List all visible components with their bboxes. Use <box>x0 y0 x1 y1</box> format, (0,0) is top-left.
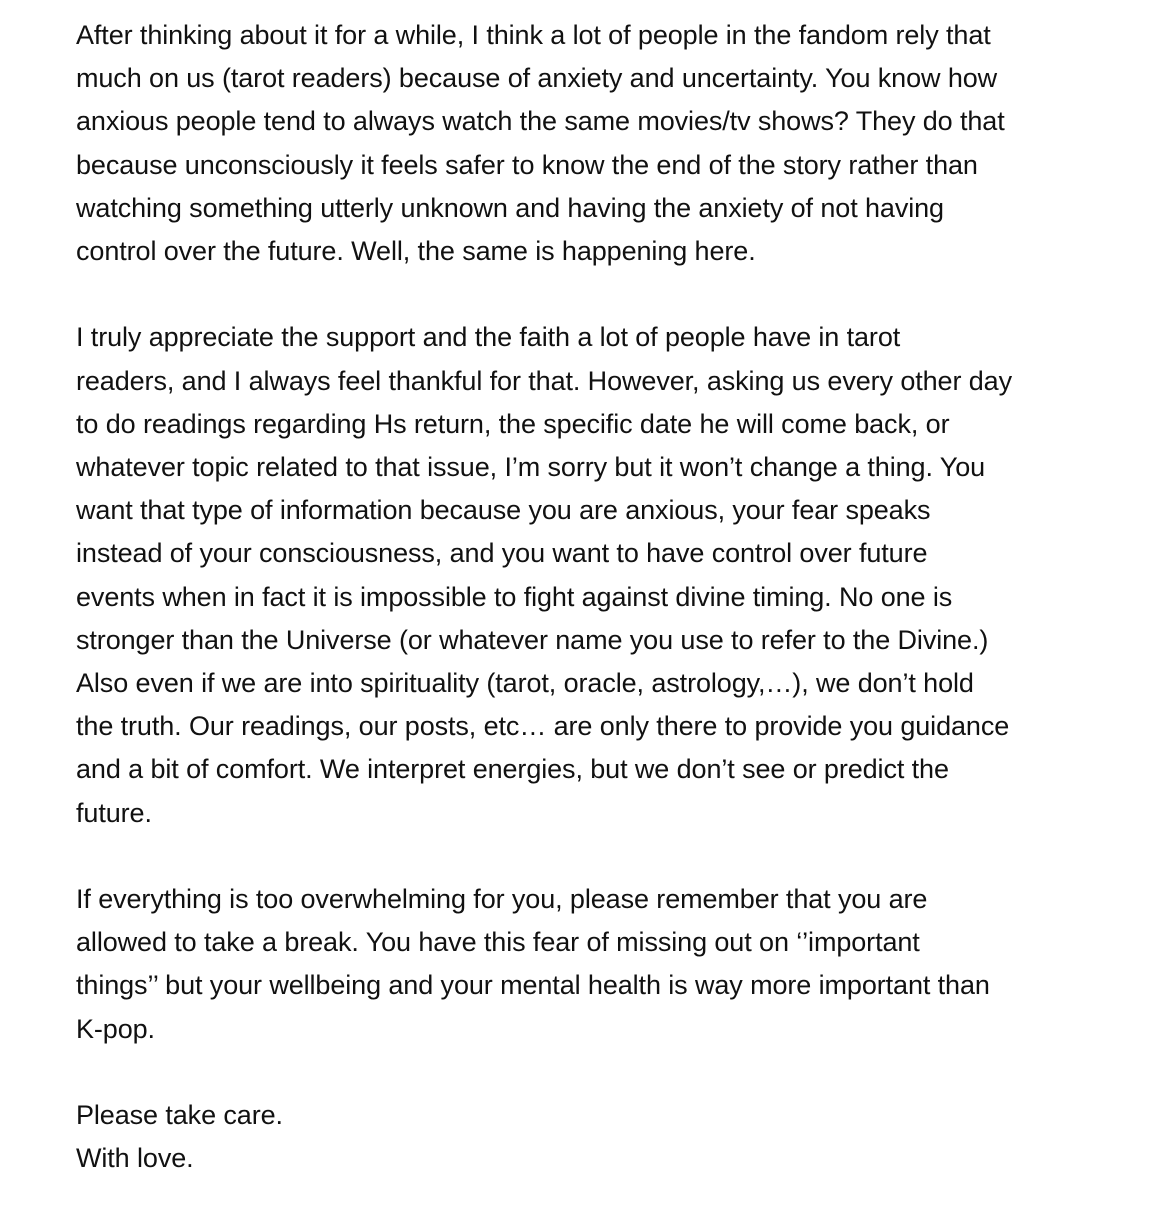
text-line: events when in fact it is impossible to fight against divine timing. No one is <box>76 581 953 612</box>
paragraph-1 <box>76 14 1106 273</box>
text-line: After thinking about it for a while, I think a lot of people in the fandom rely that <box>76 20 991 50</box>
text-line: much on us (tarot readers) because of anxiety and uncertainty. You know how <box>76 63 998 94</box>
text-line: If everything is too overwhelming for you, please remember that you are <box>76 884 928 915</box>
text-line: readers, and I always feel thankful for that. However, asking us every other day <box>76 365 1012 396</box>
text-line: K-pop. <box>76 1013 155 1044</box>
closing-line: Please take care. <box>76 1100 283 1131</box>
note-body <box>76 14 1106 1224</box>
text-line: the truth. Our readings, our posts, etc… are only there to provide you guidance <box>76 711 1010 742</box>
text-line: future. <box>76 797 152 828</box>
text-line: stronger than the Universe (or whatever name you use to refer to the Divine.) <box>76 624 989 655</box>
signoff-line: With love. <box>76 1143 194 1174</box>
paragraph-2 <box>76 316 1106 834</box>
text-line: whatever topic related to that issue, I’m sorry but it won’t change a thing. You <box>76 452 986 483</box>
text-line: I truly appreciate the support and the faith a lot of people have in tarot <box>76 322 901 353</box>
text-line: instead of your consciousness, and you want to have control over future <box>76 538 928 569</box>
text-line: and a bit of comfort. We interpret energies, but we don’t see or predict the <box>76 754 949 785</box>
text-line: Also even if we are into spirituality (tarot, oracle, astrology,…), we don’t hold <box>76 668 974 699</box>
text-line: things’’ but your wellbeing and your mental health is way more important than <box>76 970 990 1001</box>
text-line: watching something utterly unknown and having the anxiety of not having <box>76 192 944 223</box>
text-line: want that type of information because you are anxious, your fear speaks <box>76 495 931 526</box>
text-line: anxious people tend to always watch the same movies/tv shows? They do that <box>76 106 1005 137</box>
text-line: control over the future. Well, the same is happening here. <box>76 236 756 267</box>
text-line: allowed to take a break. You have this fear of missing out on ‘’important <box>76 927 920 958</box>
text-line: because unconsciously it feels safer to know the end of the story rather than <box>76 149 978 180</box>
paragraph-3 <box>76 878 1106 1051</box>
closing <box>76 1094 1106 1180</box>
text-line: to do readings regarding Hs return, the specific date he will come back, or <box>76 408 950 439</box>
